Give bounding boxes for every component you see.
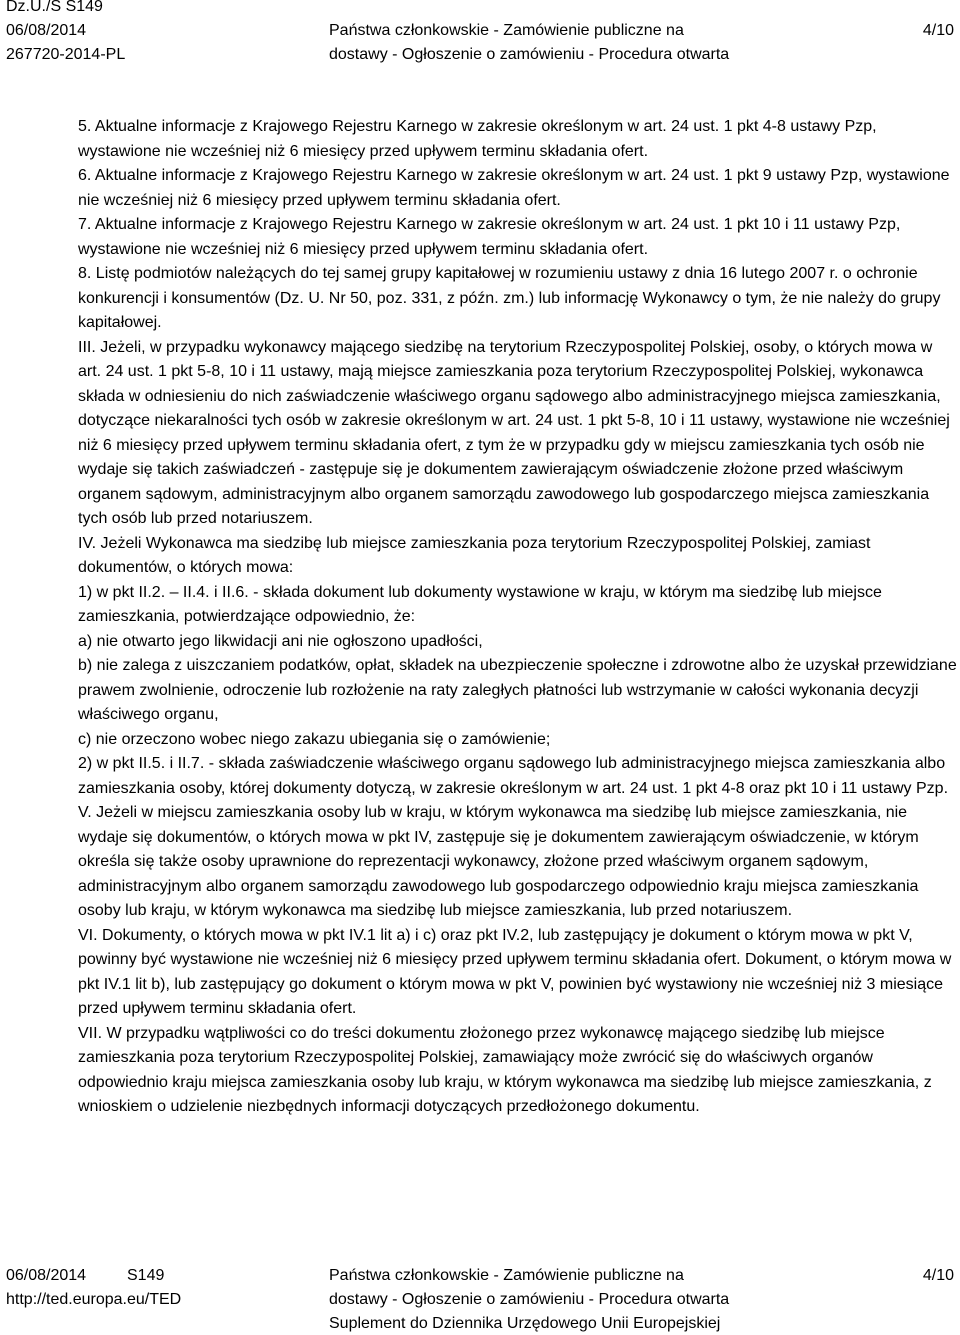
footer-url[interactable]: http://ted.europa.eu/TED xyxy=(6,1291,182,1308)
header-doc-id: 267720-2014-PL xyxy=(6,46,126,63)
header-journal: Dz.U./S S149 xyxy=(6,0,103,15)
paragraph-vi: VI. Dokumenty, o których mowa w pkt IV.1 lit a) i c) oraz pkt IV.2, lub zastępujący je dokument o którym mowa w pkt V, powinny być wystawione nie wcześniej niż 6 miesięcy przed upływem terminu składania ofert. Dokument, o którym mowa w pkt IV.1 lit b), lub zastępujący go dokument o którym mowa w pkt V, powinien być wystawiony nie wcześniej niż 3 miesiące przed upływem terminu składania ofert. xyxy=(78,926,952,1017)
paragraph-v: V. Jeżeli w miejscu zamieszkania osoby lub w kraju, w którym wykonawca ma siedzibę lub miejsce zamieszkania, nie wydaje się dokumentów, o których mowa w pkt IV, zastępuje się je dokumentem zawierającym oświadczenie, w którym określa się także osoby uprawnione do reprezentacji wykonawcy, złożone przed właściwym organem sądowym, administracyjnym albo organem samorządu zawodowego lub gospodarczego odpowiednio kraju miejsca zamieszkania osoby lub kraju, w którym wykonawca ma siedzibę lub miejsce zamieszkania, lub przed notariuszem. xyxy=(78,804,919,919)
paragraph-iv-1: 1) w pkt II.2. – II.4. i II.6. - składa dokument lub dokumenty wystawione w kraju, w którym ma siedzibę lub miejsce zamieszkania, potwierdzające odpowiednio, że: xyxy=(78,583,882,625)
paragraph-iv-1-b: b) nie zalega z uiszczaniem podatków, opłat, składek na ubezpieczenie społeczne i zdrowotne albo że uzyskał przewidziane prawem zwolnienie, odroczenie lub rozłożenie na raty zaległych płatności lub wstrzymanie w całości wykonania decyzji właściwego organu, xyxy=(78,657,957,723)
paragraph-iii: III. Jeżeli, w przypadku wykonawcy mającego siedzibę na terytorium Rzeczypospolitej Polskiej, osoby, o których mowa w art. 24 ust. 1 pkt 5-8, 10 i 11 ustawy, mają miejsce zamieszkania poza terytorium Rzeczypospolitej Polskiej, wykonawca składa w odniesieniu do nich zaświadczenie właściwego organu sądowego albo administracyjnego miejsca zamieszkania, dotyczące niekaralności tych osób w zakresie określonym w art. 24 ust. 1 pkt 5-8, 10 i 11 ustawy, wystawione nie wcześniej niż 6 miesięcy przed upływem terminu składania ofert, z tym że w przypadku gdy w miejscu zamieszkania tych osób nie wydaje się takich zaświadczeń - zastępuje się je dokumentem zawierającym oświadczenie złożone przed właściwym organem sądowym, administracyjnym albo organem samorządu zawodowego lub gospodarczego miejsca zamieszkania tych osób lub przed notariuszem. xyxy=(78,338,950,527)
header-date: 06/08/2014 xyxy=(6,22,87,39)
footer-date: 06/08/2014 xyxy=(6,1267,87,1284)
footer-title-line2: dostawy - Ogłoszenie o zamówieniu - Procedura otwarta xyxy=(329,1291,730,1308)
paragraph-8: 8. Listę podmiotów należących do tej samej grupy kapitałowej w rozumieniu ustawy z dnia 16 lutego 2007 r. o ochronie konkurencji i konsumentów (Dz. U. Nr 50, poz. 331, z późn. zm.) lub informację Wykonawcy o tym, że nie należy do grupy kapitałowej. xyxy=(78,265,941,331)
paragraph-6: 6. Aktualne informacje z Krajowego Rejestru Karnego w zakresie określonym w art. 24 ust. 1 pkt 9 ustawy Pzp, wystawione nie wcześniej niż 6 miesięcy przed upływem terminu składania ofert. xyxy=(78,167,950,209)
footer-title-line1: Państwa członkowskie - Zamówienie publiczne na xyxy=(329,1267,684,1284)
header-title-line1: Państwa członkowskie - Zamówienie publiczne na xyxy=(329,22,684,39)
footer-title-line3: Suplement do Dziennika Urzędowego Unii Europejskiej xyxy=(329,1315,721,1332)
paragraph-iv-1-c: c) nie orzeczono wobec niego zakazu ubiegania się o zamówienie; xyxy=(78,730,551,748)
header-title-line2: dostawy - Ogłoszenie o zamówieniu - Procedura otwarta xyxy=(329,46,730,63)
paragraph-5: 5. Aktualne informacje z Krajowego Rejestru Karnego w zakresie określonym w art. 24 ust. 1 pkt 4-8 ustawy Pzp, wystawione nie wcześniej niż 6 miesięcy przed upływem terminu składania ofert. xyxy=(78,118,877,160)
paragraph-7: 7. Aktualne informacje z Krajowego Rejestru Karnego w zakresie określonym w art. 24 ust. 1 pkt 10 i 11 ustawy Pzp, wystawione nie wcześniej niż 6 miesięcy przed upływem terminu składania ofert. xyxy=(78,216,901,258)
footer-series: S149 xyxy=(127,1267,165,1284)
footer-page-number: 4/10 xyxy=(922,1267,954,1284)
paragraph-iv-1-a: a) nie otwarto jego likwidacji ani nie ogłoszono upadłości, xyxy=(78,632,483,650)
header-page-number: 4/10 xyxy=(922,22,954,39)
paragraph-iv: IV. Jeżeli Wykonawca ma siedzibę lub miejsce zamieszkania poza terytorium Rzeczypospolitej Polskiej, zamiast dokumentów, o których mowa: xyxy=(78,534,871,576)
paragraph-iv-2: 2) w pkt II.5. i II.7. - składa zaświadczenie właściwego organu sądowego lub administracyjnego miejsca zamieszkania albo zamieszkania osoby, której dokumenty dotyczą, w zakresie określonym w art. 24 ust. 1 pkt 4-8 oraz pkt 10 i 11 ustawy Pzp. xyxy=(78,755,949,797)
paragraph-vii: VII. W przypadku wątpliwości co do treści dokumentu złożonego przez wykonawcę mającego siedzibę lub miejsce zamieszkania poza terytorium Rzeczypospolitej Polskiej, zamawiający może zwrócić się do właściwych organów odpowiednio kraju miejsca zamieszkania osoby lub kraju, w którym wykonawca ma siedzibę lub miejsce zamieszkania, z wnioskiem o udzielenie niezbędnych informacji dotyczących przedłożonego dokumentu. xyxy=(78,1024,932,1115)
document-body xyxy=(78,115,958,1120)
